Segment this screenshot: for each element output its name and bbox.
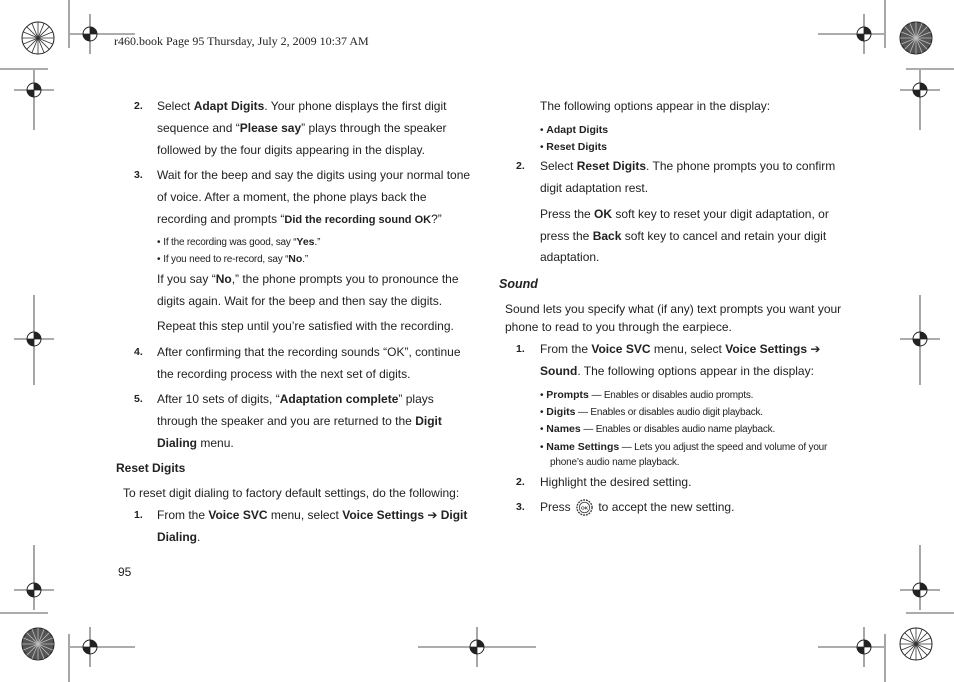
- right-step-2-number: 2.: [516, 160, 525, 172]
- reset-step-1-line-2: Dialing.: [157, 530, 201, 544]
- step-5-line-3: Dialing menu.: [157, 436, 234, 450]
- option-adapt-digits: • Adapt Digits: [540, 124, 609, 136]
- bullet-digits: • Digits — Enables or disables audio digit playback.: [540, 406, 763, 418]
- step-5-line-1: After 10 sets of digits, “Adaptation complete” plays: [157, 392, 434, 406]
- bullet-names: • Names — Enables or disables audio name playback.: [540, 423, 776, 435]
- step-2-line-3: followed by the four digits appearing in the display.: [157, 143, 425, 157]
- right-step-2-line-1: Select Reset Digits. The phone prompts you to confirm: [540, 159, 836, 173]
- sub-bullet-yes: • If the recording was good, say “Yes.”: [157, 236, 321, 248]
- step-4-line-2: the recording process with the next set of digits.: [157, 367, 411, 381]
- reset-step-1-line-1: From the Voice SVC menu, select Voice Settings ➔ Digit: [157, 508, 468, 522]
- sound-step-1-line-2: Sound. The following options appear in the display:: [540, 364, 814, 378]
- bullet-prompts: • Prompts — Enables or disables audio prompts.: [540, 389, 754, 401]
- ok-key-icon: [576, 499, 593, 516]
- option-reset-digits: • Reset Digits: [540, 141, 607, 153]
- sound-step-1-line-1: From the Voice SVC menu, select Voice Settings ➔: [540, 342, 821, 356]
- step-3-line-1: Wait for the beep and say the digits using your normal tone: [157, 168, 471, 182]
- reset-digits-heading: Reset Digits: [116, 461, 186, 475]
- press-paragraph-line-2: press the Back soft key to cancel and retain your digit: [540, 229, 827, 243]
- sound-step-3-text: Press OK to accept the new setting.: [540, 500, 735, 514]
- reset-step-1-number: 1.: [134, 509, 143, 521]
- sound-intro-line-2: phone to read to you through the earpiece.: [505, 320, 732, 334]
- sound-step-2-text: Highlight the desired setting.: [540, 475, 692, 489]
- step-5-number: 5.: [134, 393, 143, 405]
- page-number: 95: [118, 565, 132, 579]
- sound-step-2-number: 2.: [516, 476, 525, 488]
- sub-bullet-no: • If you need to re-record, say “No.”: [157, 253, 308, 265]
- step-3-line-3: recording and prompts “Did the recording sound OK?”: [157, 212, 442, 226]
- step-3-number: 3.: [134, 169, 143, 181]
- sound-step-3-number: 3.: [516, 501, 525, 513]
- sound-intro-line-1: Sound lets you specify what (if any) text prompts you want your: [505, 302, 842, 316]
- step-2-line-2: sequence and “Please say” plays through the speaker: [157, 121, 447, 135]
- step-4-line-1: After confirming that the recording sounds “OK”, continue: [157, 345, 461, 359]
- step-5-line-2: through the speaker and you are returned to the Digit: [157, 414, 442, 428]
- print-slug-header: r460.book Page 95 Thursday, July 2, 2009 10:37 AM: [114, 34, 369, 48]
- sound-heading: Sound: [499, 277, 538, 291]
- step-3-line-2: of voice. After a moment, the phone plays back the: [157, 190, 427, 204]
- ok-key-icon-label: OK: [580, 506, 589, 512]
- press-paragraph-line-3: adaptation.: [540, 250, 600, 264]
- sound-step-1-number: 1.: [516, 343, 525, 355]
- no-paragraph-line-2: digits again. Wait for the beep and then say the digits.: [157, 294, 443, 308]
- step-2-line-1: Select Adapt Digits. Your phone displays the first digit: [157, 99, 447, 113]
- bullet-name-settings-line-2: phone’s audio name playback.: [550, 457, 680, 468]
- step-2-number: 2.: [134, 100, 143, 112]
- options-intro: The following options appear in the display:: [540, 99, 771, 113]
- no-paragraph-line-1: If you say “No,” the phone prompts you to pronounce the: [157, 272, 459, 286]
- repeat-paragraph: Repeat this step until you’re satisfied with the recording.: [157, 319, 454, 333]
- reset-digits-intro: To reset digit dialing to factory default settings, do the following:: [123, 486, 460, 500]
- right-step-2-line-2: digit adaptation rest.: [540, 181, 649, 195]
- press-paragraph-line-1: Press the OK soft key to reset your digit adaptation, or: [540, 207, 829, 221]
- bullet-name-settings: • Name Settings — Lets you adjust the speed and volume of your: [540, 441, 828, 453]
- step-4-number: 4.: [134, 346, 143, 358]
